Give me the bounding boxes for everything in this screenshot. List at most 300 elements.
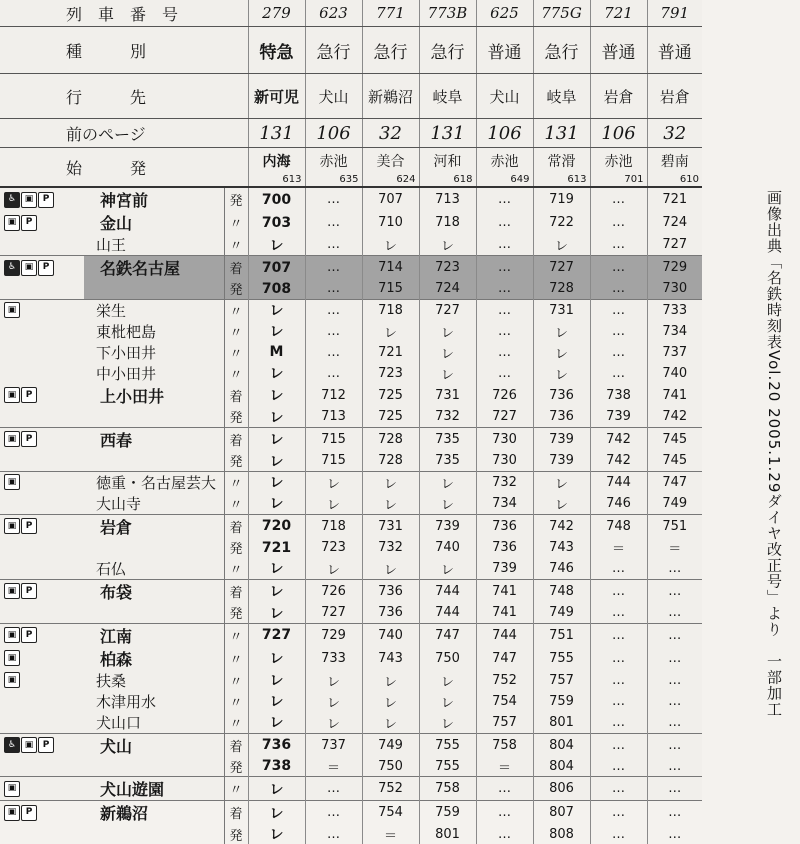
- origin-station: 常滑: [547, 154, 576, 170]
- arr-dep-mark: 着: [224, 733, 248, 757]
- time-cell: …: [476, 321, 533, 342]
- time-cell: 758: [419, 777, 476, 801]
- time-cell: 723: [419, 256, 476, 280]
- parking-icon: P: [21, 215, 37, 231]
- parking-icon: P: [21, 387, 37, 403]
- prev-page-cell: 32: [647, 119, 702, 148]
- time-cell: 724: [647, 211, 702, 234]
- station-name: 石仏: [96, 559, 127, 578]
- station-name-cell: [84, 384, 224, 407]
- station-name-cell: [84, 187, 224, 211]
- time-cell: ＝: [305, 757, 362, 777]
- time-cell: …: [590, 234, 647, 256]
- arr-dep-mark: 〃: [224, 691, 248, 712]
- facility-icons: [0, 321, 84, 342]
- time-cell: M: [248, 342, 305, 363]
- time-cell: …: [476, 234, 533, 256]
- station-name-cell: [84, 211, 224, 234]
- time-cell: 742: [590, 451, 647, 472]
- time-cell: 707: [362, 187, 419, 211]
- time-cell: 744: [419, 579, 476, 603]
- facility-icons: [0, 670, 84, 691]
- time-cell: 750: [362, 757, 419, 777]
- time-cell: レ: [533, 342, 590, 363]
- station-row: [0, 623, 702, 647]
- station-name-cell: [84, 427, 224, 451]
- time-cell: …: [476, 801, 533, 825]
- time-cell: 749: [362, 733, 419, 757]
- time-cell: 730: [476, 427, 533, 451]
- arr-dep-mark: 〃: [224, 234, 248, 256]
- arr-dep-mark: 〃: [224, 647, 248, 670]
- station-name-cell: [84, 342, 224, 363]
- station-name-cell: [84, 757, 224, 777]
- time-cell: レ: [248, 558, 305, 580]
- time-cell: レ: [419, 691, 476, 712]
- station-name-cell: [84, 824, 224, 844]
- arr-dep-mark: 〃: [224, 321, 248, 342]
- accessibility-icon: ♿: [4, 260, 20, 276]
- car-icon: ▣: [4, 302, 20, 318]
- time-cell: 721: [248, 538, 305, 558]
- time-cell: …: [647, 757, 702, 777]
- origin-station: 碧南: [660, 154, 689, 170]
- train-type-cell: 急行: [419, 27, 476, 74]
- station-name-cell: [84, 514, 224, 538]
- time-cell: 747: [476, 647, 533, 670]
- station-name: 犬山遊園: [100, 780, 165, 800]
- time-cell: …: [647, 623, 702, 647]
- facility-icons: [0, 299, 84, 321]
- station-name: 東枇杷島: [96, 322, 157, 341]
- arr-dep-mark: 〃: [224, 299, 248, 321]
- time-cell: …: [476, 363, 533, 384]
- time-cell: 748: [533, 579, 590, 603]
- facility-icons: [0, 211, 84, 234]
- time-cell: レ: [362, 321, 419, 342]
- facility-icons: [0, 623, 84, 647]
- arr-dep-mark: 着: [224, 514, 248, 538]
- time-cell: 739: [533, 451, 590, 472]
- station-row: [0, 579, 702, 603]
- time-cell: …: [590, 579, 647, 603]
- accessibility-icon: ♿: [4, 737, 20, 753]
- time-cell: 731: [533, 299, 590, 321]
- station-row: [0, 451, 702, 472]
- prev-page-cell: 32: [362, 119, 419, 148]
- time-cell: レ: [248, 234, 305, 256]
- station-name: 栄生: [96, 301, 127, 320]
- car-icon: ▣: [4, 583, 20, 599]
- origin-cell: [590, 148, 647, 188]
- time-cell: 721: [362, 342, 419, 363]
- train-type-cell: 普通: [647, 27, 702, 74]
- parking-icon: P: [21, 583, 37, 599]
- station-name: 神宮前: [100, 191, 149, 210]
- station-name: 徳重・名古屋芸大: [96, 473, 217, 492]
- time-cell: 739: [533, 427, 590, 451]
- time-cell: …: [590, 321, 647, 342]
- prev-page-label-cell: [0, 119, 248, 148]
- time-cell: レ: [419, 493, 476, 515]
- arr-dep-mark: 〃: [224, 493, 248, 515]
- parking-icon: P: [38, 192, 54, 208]
- station-name-cell: [84, 538, 224, 558]
- time-cell: ＝: [476, 757, 533, 777]
- origin-cell: [362, 148, 419, 188]
- time-cell: レ: [419, 234, 476, 256]
- time-cell: レ: [248, 493, 305, 515]
- origin-row: [0, 148, 702, 188]
- time-cell: 732: [362, 538, 419, 558]
- arr-dep-mark: 着: [224, 579, 248, 603]
- time-cell: 718: [305, 514, 362, 538]
- station-name: 岩倉: [100, 517, 133, 537]
- time-cell: 718: [419, 211, 476, 234]
- train-number-cell: 773B: [419, 0, 476, 27]
- station-name-cell: [84, 691, 224, 712]
- time-cell: レ: [362, 670, 419, 691]
- destination-label: 行 先: [66, 87, 147, 107]
- arr-dep-mark: 〃: [224, 777, 248, 801]
- time-cell: …: [476, 299, 533, 321]
- time-cell: 755: [419, 733, 476, 757]
- origin-cell: [305, 148, 362, 188]
- facility-icons: [0, 514, 84, 538]
- time-cell: 804: [533, 757, 590, 777]
- car-icon: ▣: [4, 474, 20, 490]
- origin-station: 赤池: [604, 154, 633, 170]
- origin-cell: [419, 148, 476, 188]
- facility-icons: [0, 579, 84, 603]
- origin-station: 美合: [376, 154, 405, 170]
- time-cell: …: [476, 256, 533, 280]
- car-icon: ▣: [4, 781, 20, 797]
- station-name: 金山: [100, 214, 133, 233]
- time-cell: レ: [248, 647, 305, 670]
- facility-icons: [0, 471, 84, 493]
- destination-cell: 新可児: [248, 74, 305, 119]
- train-number-label: 列 車 番 号: [66, 4, 179, 24]
- time-cell: 750: [419, 647, 476, 670]
- time-cell: …: [305, 299, 362, 321]
- origin-time: 613: [567, 174, 587, 185]
- time-cell: 749: [533, 603, 590, 624]
- destination-row: [0, 74, 702, 119]
- train-type-row: [0, 27, 702, 74]
- car-icon: ▣: [4, 627, 20, 643]
- station-row: [0, 427, 702, 451]
- time-cell: レ: [248, 777, 305, 801]
- station-name: 犬山口: [96, 713, 142, 732]
- parking-icon: P: [21, 805, 37, 821]
- time-cell: レ: [533, 493, 590, 515]
- time-cell: 719: [533, 187, 590, 211]
- time-cell: …: [590, 733, 647, 757]
- arr-dep-mark: 発: [224, 407, 248, 428]
- car-icon: ▣: [4, 672, 20, 688]
- time-cell: 727: [476, 407, 533, 428]
- time-cell: レ: [248, 712, 305, 734]
- prev-page-cell: 106: [476, 119, 533, 148]
- station-row: [0, 514, 702, 538]
- time-cell: …: [590, 801, 647, 825]
- arr-dep-mark: 着: [224, 256, 248, 280]
- station-name: 西春: [100, 430, 133, 450]
- time-cell: …: [305, 801, 362, 825]
- time-cell: 728: [533, 279, 590, 299]
- time-cell: 721: [647, 187, 702, 211]
- time-cell: レ: [248, 579, 305, 603]
- time-cell: 715: [362, 279, 419, 299]
- time-cell: 729: [647, 256, 702, 280]
- parking-icon: P: [38, 737, 54, 753]
- time-cell: 743: [362, 647, 419, 670]
- time-cell: …: [647, 712, 702, 734]
- time-cell: レ: [362, 558, 419, 580]
- train-type-cell: 普通: [476, 27, 533, 74]
- time-cell: 724: [419, 279, 476, 299]
- time-cell: …: [590, 603, 647, 624]
- time-cell: …: [590, 670, 647, 691]
- arr-dep-mark: 〃: [224, 670, 248, 691]
- time-cell: レ: [305, 712, 362, 734]
- station-row: [0, 603, 702, 624]
- time-cell: 713: [419, 187, 476, 211]
- time-cell: …: [476, 211, 533, 234]
- time-cell: レ: [248, 299, 305, 321]
- station-row: [0, 691, 702, 712]
- train-number-cell: 625: [476, 0, 533, 27]
- time-cell: 745: [647, 451, 702, 472]
- prev-page-cell: 106: [305, 119, 362, 148]
- time-cell: ＝: [362, 824, 419, 844]
- time-cell: 715: [305, 451, 362, 472]
- origin-cell: [533, 148, 590, 188]
- facility-icons: [0, 493, 84, 515]
- time-cell: 737: [305, 733, 362, 757]
- time-cell: 734: [476, 493, 533, 515]
- time-cell: …: [590, 342, 647, 363]
- train-number-cell: 721: [590, 0, 647, 27]
- train-type-cell: 急行: [362, 27, 419, 74]
- time-cell: …: [305, 342, 362, 363]
- time-cell: レ: [248, 670, 305, 691]
- time-cell: 732: [419, 407, 476, 428]
- station-row: [0, 712, 702, 734]
- station-name-cell: [84, 647, 224, 670]
- time-cell: レ: [362, 712, 419, 734]
- car-icon: ▣: [4, 650, 20, 666]
- time-cell: …: [590, 279, 647, 299]
- time-cell: 759: [533, 691, 590, 712]
- time-cell: …: [647, 824, 702, 844]
- facility-icons: [0, 384, 84, 407]
- time-cell: 807: [533, 801, 590, 825]
- facility-icons: [0, 647, 84, 670]
- station-name: 上小田井: [100, 386, 165, 406]
- prev-page-cell: 106: [590, 119, 647, 148]
- time-cell: レ: [533, 471, 590, 493]
- arr-dep-mark: 発: [224, 451, 248, 472]
- time-cell: 733: [647, 299, 702, 321]
- station-name-cell: [84, 712, 224, 734]
- time-cell: …: [647, 579, 702, 603]
- time-cell: 723: [362, 363, 419, 384]
- time-cell: …: [647, 777, 702, 801]
- time-cell: …: [476, 187, 533, 211]
- station-name: 木津用水: [96, 692, 157, 711]
- facility-icons: [0, 363, 84, 384]
- time-cell: 718: [362, 299, 419, 321]
- station-name: 山王: [96, 236, 127, 254]
- destination-cell: 犬山: [476, 74, 533, 119]
- station-name-cell: [84, 558, 224, 580]
- time-cell: 746: [590, 493, 647, 515]
- time-cell: 741: [476, 603, 533, 624]
- arr-dep-mark: 着: [224, 427, 248, 451]
- time-cell: 740: [647, 363, 702, 384]
- origin-station: 赤池: [490, 154, 519, 170]
- station-row: [0, 342, 702, 363]
- destination-cell: 犬山: [305, 74, 362, 119]
- facility-icons: [0, 712, 84, 734]
- station-row: [0, 471, 702, 493]
- time-cell: …: [590, 824, 647, 844]
- time-cell: レ: [419, 363, 476, 384]
- station-row: [0, 279, 702, 299]
- station-name: 柏森: [100, 649, 133, 669]
- time-cell: レ: [305, 558, 362, 580]
- time-cell: 736: [248, 733, 305, 757]
- station-row: [0, 321, 702, 342]
- facility-icons: [0, 603, 84, 624]
- destination-cell: 岐阜: [419, 74, 476, 119]
- time-cell: …: [476, 824, 533, 844]
- station-name: 新鵜沼: [100, 804, 149, 824]
- time-cell: 736: [476, 514, 533, 538]
- station-row: [0, 384, 702, 407]
- car-icon: ▣: [4, 387, 20, 403]
- arr-dep-mark: 〃: [224, 712, 248, 734]
- time-cell: レ: [533, 321, 590, 342]
- time-cell: ＝: [647, 538, 702, 558]
- destination-cell: 岩倉: [647, 74, 702, 119]
- station-name-cell: [84, 407, 224, 428]
- destination-cell: 岩倉: [590, 74, 647, 119]
- origin-time: 624: [396, 174, 416, 185]
- station-row: [0, 538, 702, 558]
- arr-dep-mark: 〃: [224, 471, 248, 493]
- time-cell: …: [305, 256, 362, 280]
- destination-cell: 岐阜: [533, 74, 590, 119]
- station-name-cell: [84, 801, 224, 825]
- parking-icon: P: [21, 518, 37, 534]
- facility-icons: [0, 538, 84, 558]
- facility-icons: [0, 187, 84, 211]
- time-cell: 744: [590, 471, 647, 493]
- image-credit: [702, 0, 800, 800]
- time-cell: 742: [590, 427, 647, 451]
- origin-time: 701: [624, 174, 644, 185]
- station-name-cell: [84, 777, 224, 801]
- car-icon: ▣: [21, 260, 37, 276]
- time-cell: レ: [362, 691, 419, 712]
- origin-station: 赤池: [319, 154, 348, 170]
- time-cell: 739: [590, 407, 647, 428]
- origin-cell: [647, 148, 702, 188]
- car-icon: ▣: [4, 805, 20, 821]
- time-cell: 726: [476, 384, 533, 407]
- origin-time: 635: [339, 174, 359, 185]
- time-cell: 738: [248, 757, 305, 777]
- time-cell: レ: [248, 427, 305, 451]
- time-cell: 808: [533, 824, 590, 844]
- train-number-cell: 279: [248, 0, 305, 27]
- time-cell: …: [647, 670, 702, 691]
- station-name: 中小田井: [96, 364, 157, 383]
- origin-station: 内海: [262, 154, 291, 170]
- origin-cell: [248, 148, 305, 188]
- time-cell: レ: [533, 363, 590, 384]
- arr-dep-mark: 〃: [224, 363, 248, 384]
- time-cell: レ: [248, 384, 305, 407]
- station-name-cell: [84, 234, 224, 256]
- time-cell: …: [305, 363, 362, 384]
- time-cell: 720: [248, 514, 305, 538]
- time-cell: 754: [362, 801, 419, 825]
- origin-time: 618: [453, 174, 473, 185]
- train-type-cell: 普通: [590, 27, 647, 74]
- time-cell: 727: [647, 234, 702, 256]
- time-cell: …: [305, 211, 362, 234]
- origin-cell: [476, 148, 533, 188]
- time-cell: …: [305, 279, 362, 299]
- time-cell: …: [647, 603, 702, 624]
- time-cell: …: [476, 777, 533, 801]
- prev-page-row: [0, 119, 702, 148]
- facility-icons: [0, 279, 84, 299]
- time-cell: レ: [305, 670, 362, 691]
- time-cell: …: [590, 256, 647, 280]
- origin-time: 613: [282, 174, 302, 185]
- time-cell: 806: [533, 777, 590, 801]
- time-cell: 710: [362, 211, 419, 234]
- station-row: [0, 824, 702, 844]
- time-cell: 725: [362, 384, 419, 407]
- time-cell: 727: [533, 256, 590, 280]
- time-cell: レ: [248, 321, 305, 342]
- time-cell: 715: [305, 427, 362, 451]
- time-cell: レ: [248, 471, 305, 493]
- prev-page-label: 前のページ: [66, 124, 146, 144]
- time-cell: 735: [419, 427, 476, 451]
- station-name-cell: [84, 603, 224, 624]
- time-cell: 703: [248, 211, 305, 234]
- time-cell: 752: [362, 777, 419, 801]
- station-row: [0, 757, 702, 777]
- arr-dep-mark: 着: [224, 801, 248, 825]
- time-cell: 742: [533, 514, 590, 538]
- time-cell: 712: [305, 384, 362, 407]
- time-cell: …: [590, 712, 647, 734]
- time-cell: …: [305, 824, 362, 844]
- station-name-cell: [84, 299, 224, 321]
- facility-icons: [0, 451, 84, 472]
- time-cell: …: [590, 757, 647, 777]
- station-row: [0, 493, 702, 515]
- time-cell: 755: [533, 647, 590, 670]
